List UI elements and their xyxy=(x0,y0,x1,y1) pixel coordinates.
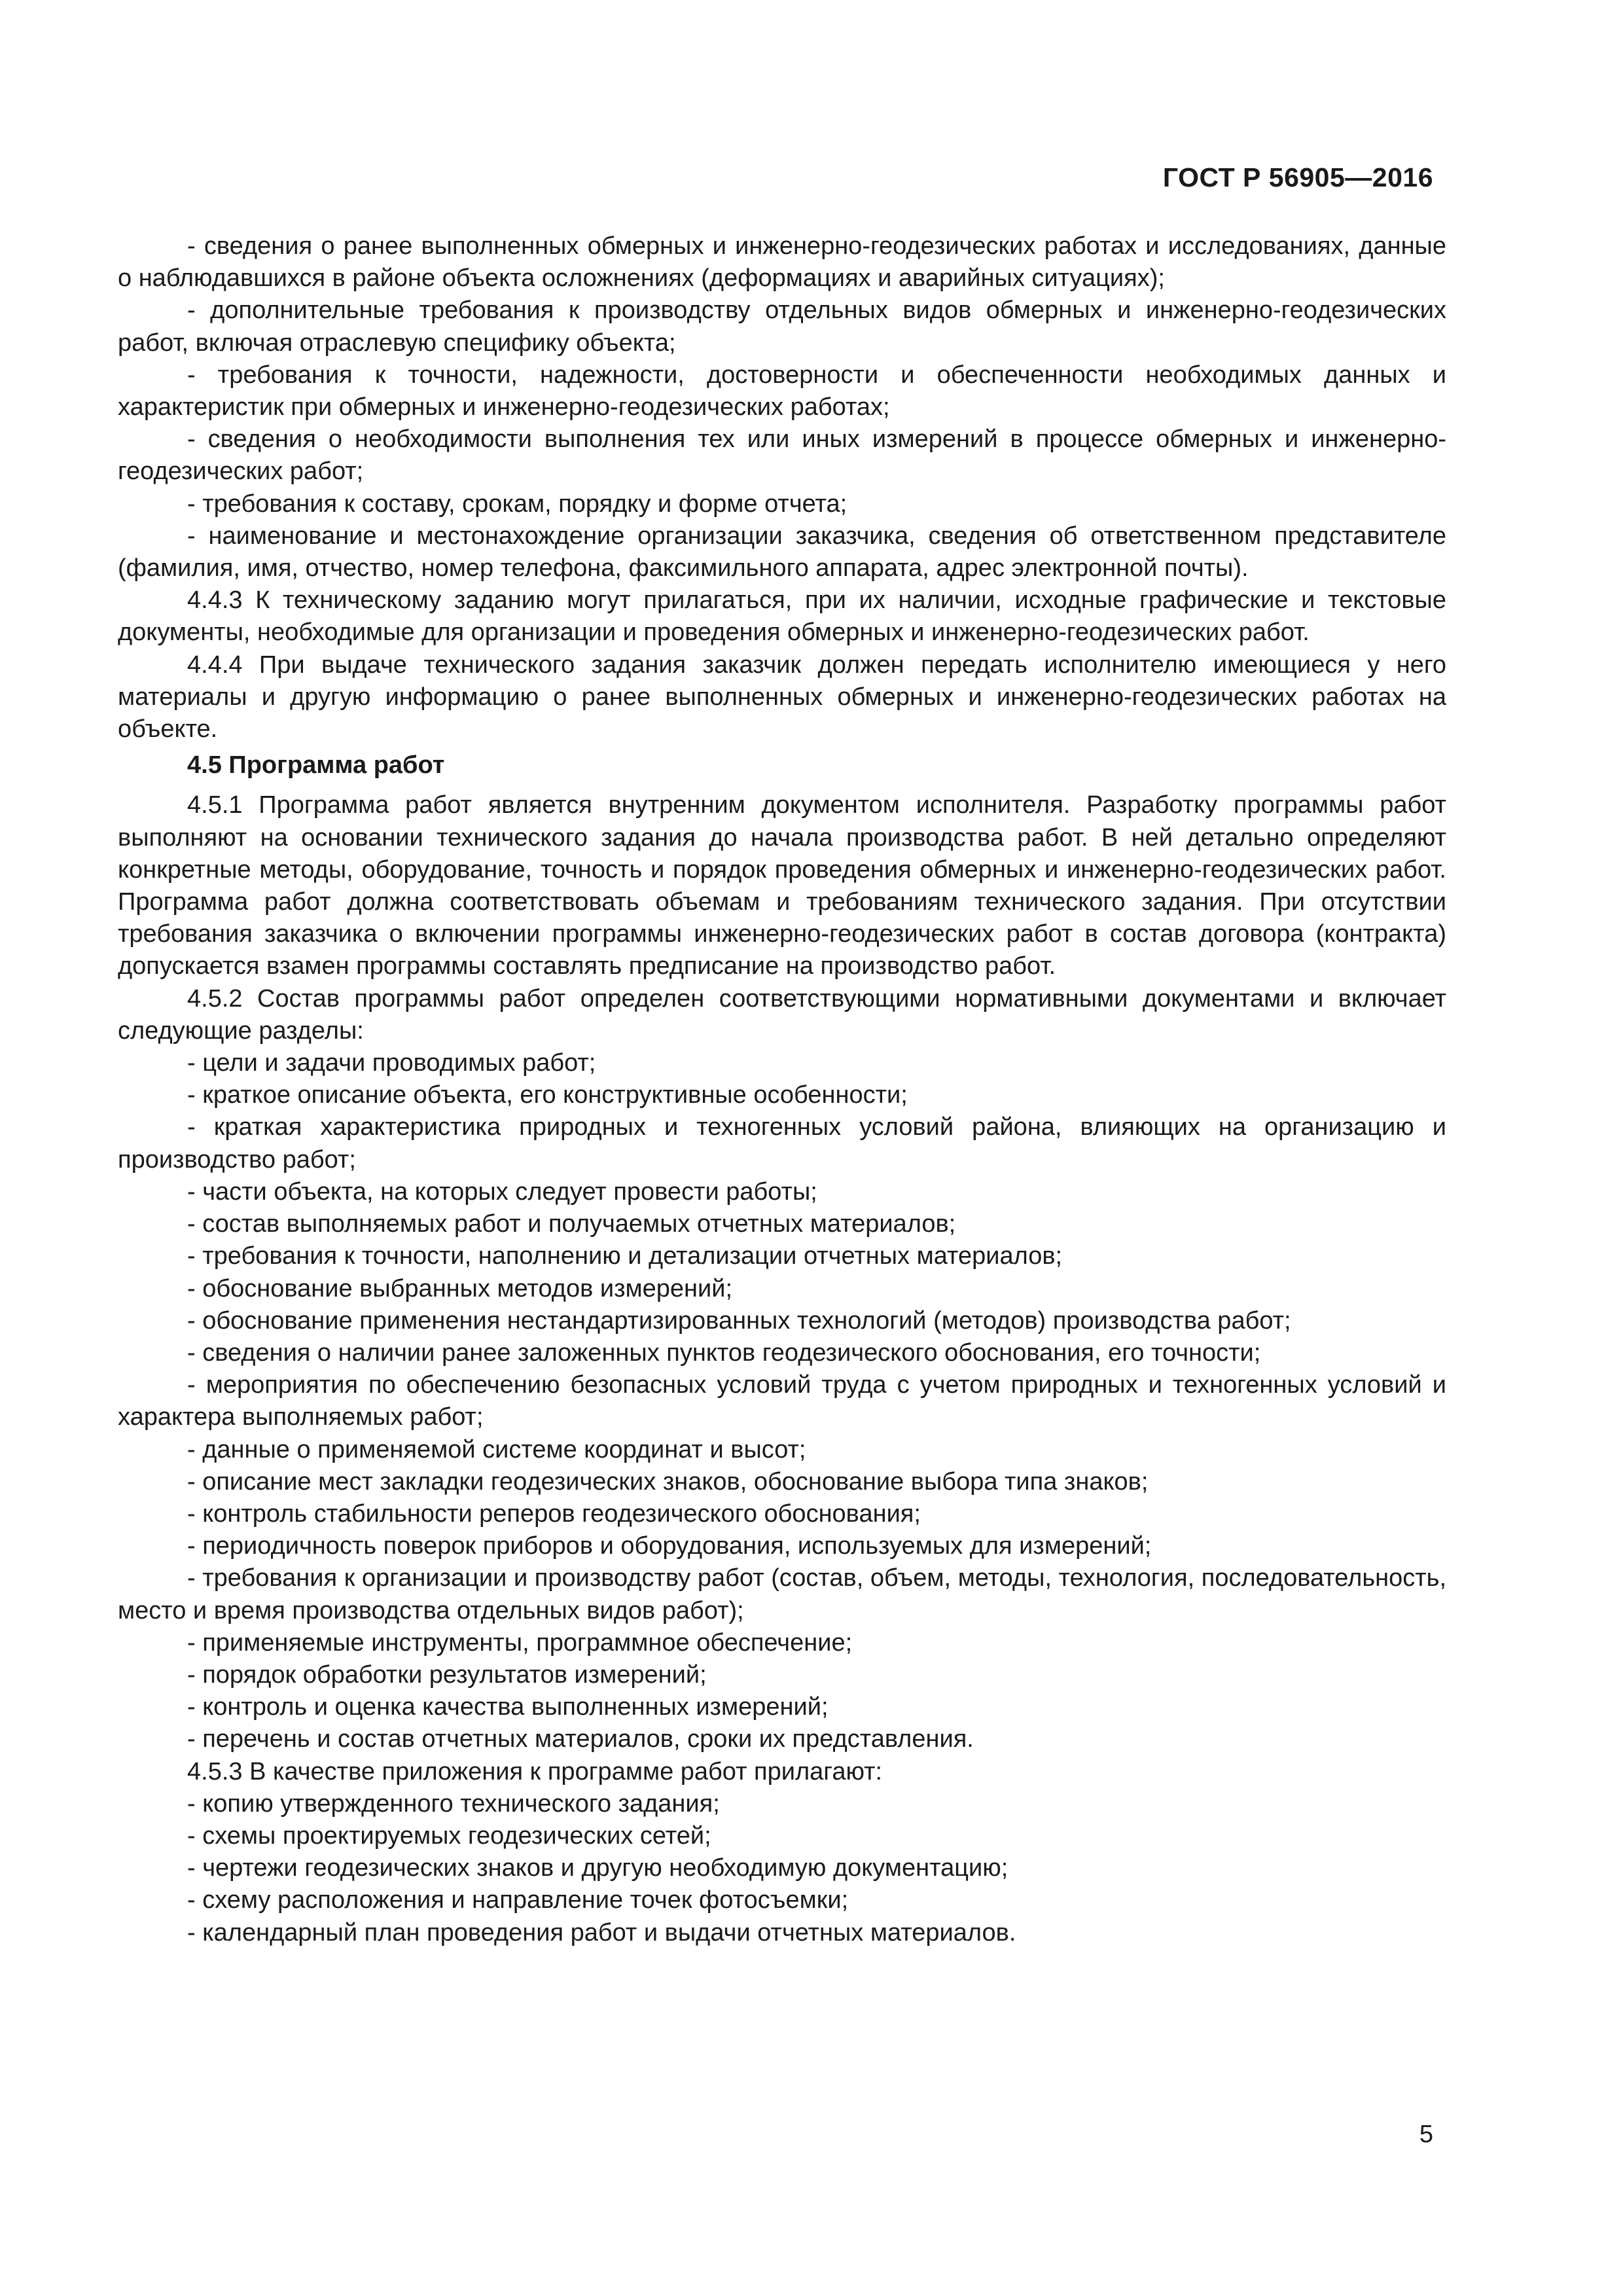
clause-paragraph: 4.5.2 Состав программы работ определен соответствующими нормативными документами и включает следующие разделы: xyxy=(118,984,1446,1045)
clause-paragraph: 4.4.3 К техническому заданию могут прилагаться, при их наличии, исходные графические и текстовые документы, необходимые для организации и проведения обмерных и инженерно-геодезических работ. xyxy=(118,586,1446,647)
list-item: - сведения о необходимости выполнения тех или иных измерений в процессе обмерных и инженерно-геодезических работ; xyxy=(118,425,1446,486)
list-item: - требования к точности, наполнению и детализации отчетных материалов; xyxy=(187,1242,1063,1270)
list-item: - части объекта, на которых следует провести работы; xyxy=(187,1177,817,1206)
list-item: - контроль стабильности реперов геодезического обоснования; xyxy=(187,1499,921,1528)
clause-paragraph: 4.5.1 Программа работ является внутренним документом исполнителя. Разработку программы работ выполняют на основании технического задания до начала производства работ. В ней детально определяют конкретные методы, оборудование, точность и порядок проведения обмерных и инженерно-геодезических работ. Программа работ должна соответствовать объемам и требованиям технического задания. При отсутствии требования заказчика о включении программы инженерно-геодезических работ в состав договора (контракта) допускается взамен программы составлять предписание на производство работ. xyxy=(118,791,1446,980)
list-item: - периодичность поверок приборов и оборудования, используемых для измерений; xyxy=(187,1532,1152,1560)
list-item: - описание мест закладки геодезических знаков, обоснование выбора типа знаков; xyxy=(187,1467,1149,1496)
document-body xyxy=(118,230,1446,1949)
list-item: - перечень и состав отчетных материалов, сроки их представления. xyxy=(187,1725,974,1753)
list-item: - мероприятия по обеспечению безопасных условий труда с учетом природных и техногенных условий и характера выполняемых работ; xyxy=(118,1371,1446,1431)
standard-id-header: ГОСТ Р 56905—2016 xyxy=(1162,162,1433,192)
list-item: - схему расположения и направление точек фотосъемки; xyxy=(187,1886,849,1914)
list-item: - схемы проектируемых геодезических сетей; xyxy=(187,1821,711,1850)
list-item: - данные о применяемой системе координат и высот; xyxy=(187,1435,806,1463)
list-item: - требования к точности, надежности, достоверности и обеспеченности необходимых данных и характеристик при обмерных и инженерно-геодезических работах; xyxy=(118,361,1446,422)
list-item: - чертежи геодезических знаков и другую необходимую документацию; xyxy=(187,1854,1008,1882)
list-item: - обоснование применения нестандартизированных технологий (методов) производства работ; xyxy=(187,1306,1291,1335)
list-item: - копию утвержденного технического задания; xyxy=(187,1789,720,1818)
list-item: - состав выполняемых работ и получаемых отчетных материалов; xyxy=(187,1210,956,1238)
list-item: - контроль и оценка качества выполненных измерений; xyxy=(187,1693,829,1721)
list-item: - применяемые инструменты, программное обеспечение; xyxy=(187,1628,853,1657)
list-item: - календарный план проведения работ и выдачи отчетных материалов. xyxy=(187,1918,1016,1946)
list-item: - краткая характеристика природных и техногенных условий района, влияющих на организацию и производство работ; xyxy=(118,1113,1446,1174)
list-item: - обоснование выбранных методов измерений; xyxy=(187,1274,733,1302)
page-number: 5 xyxy=(1419,2121,1433,2148)
list-item: - требования к составу, срокам, порядку и форме отчета; xyxy=(187,490,847,518)
list-item: - дополнительные требования к производству отдельных видов обмерных и инженерно-геодезических работ, включая отраслевую специфику объекта; xyxy=(118,296,1446,357)
list-item: - цели и задачи проводимых работ; xyxy=(187,1049,596,1077)
clause-paragraph: 4.5.3 В качестве приложения к программе работ прилагают: xyxy=(187,1757,883,1785)
list-item: - наименование и местонахождение организации заказчика, сведения об ответственном представителе (фамилия, имя, отчество, номер телефона, факсимильного аппарата, адрес электронной почты). xyxy=(118,522,1446,583)
list-item: - краткое описание объекта, его конструктивные особенности; xyxy=(187,1081,908,1109)
list-item: - сведения о ранее выполненных обмерных и инженерно-геодезических работах и исследованиях, данные о наблюдавшихся в районе объекта осложнениях (деформациях и аварийных ситуациях); xyxy=(118,232,1446,293)
list-item: - порядок обработки результатов измерений; xyxy=(187,1660,707,1689)
list-item: - требования к организации и производству работ (состав, объем, методы, технология, последовательность, место и время производства отдельных видов работ); xyxy=(118,1564,1446,1624)
clause-paragraph: 4.4.4 При выдаче технического задания заказчик должен передать исполнителю имеющиеся у него материалы и другую информацию о ранее выполненных обмерных и инженерно-геодезических работах на объекте. xyxy=(118,651,1446,744)
list-item: - сведения о наличии ранее заложенных пунктов геодезического обоснования, его точности; xyxy=(187,1338,1261,1367)
section-heading: 4.5 Программа работ xyxy=(187,751,445,780)
